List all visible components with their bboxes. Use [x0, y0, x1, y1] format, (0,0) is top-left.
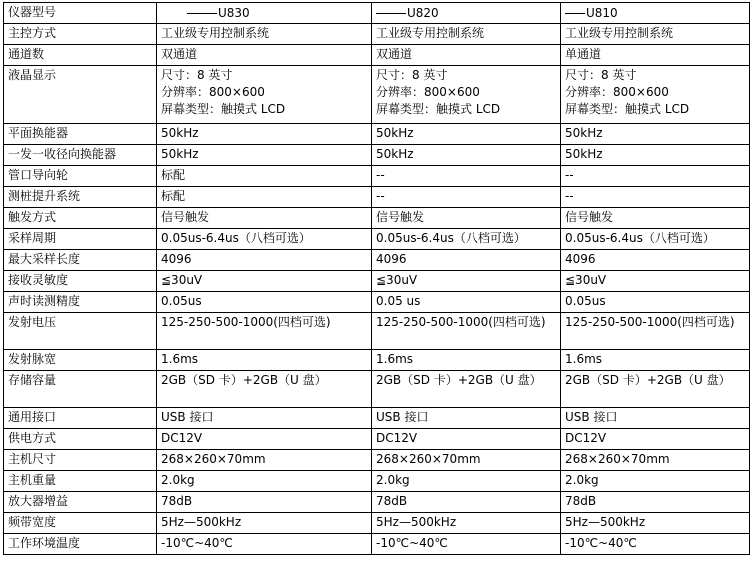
table-cell: 2GB（SD 卡）+2GB（U 盘）	[372, 371, 561, 408]
row-label: 存储容量	[4, 371, 157, 408]
spec-sheet	[3, 2, 750, 555]
model-prefix-line	[376, 4, 406, 14]
table-cell	[157, 66, 372, 124]
table-cell: 268×260×70mm	[561, 450, 750, 471]
table-header-row	[4, 3, 750, 24]
table-cell: 5Hz—500kHz	[372, 513, 561, 534]
table-cell: ≦30uV	[561, 271, 750, 292]
table-cell: 4096	[372, 250, 561, 271]
table-row	[4, 24, 750, 45]
table-cell: 50kHz	[561, 145, 750, 166]
header-model-cell	[157, 3, 372, 24]
table-cell: 双通道	[372, 45, 561, 66]
table-cell: -10℃~40℃	[157, 534, 372, 555]
table-cell: 50kHz	[372, 124, 561, 145]
table-cell: 标配	[157, 166, 372, 187]
table-row	[4, 250, 750, 271]
row-label: 主机尺寸	[4, 450, 157, 471]
table-row	[4, 371, 750, 408]
model-name: U810	[586, 6, 618, 20]
header-model-cell	[372, 3, 561, 24]
table-cell: 1.6ms	[372, 350, 561, 371]
table-cell: DC12V	[157, 429, 372, 450]
table-row	[4, 350, 750, 371]
table-cell: --	[561, 187, 750, 208]
table-cell: 268×260×70mm	[372, 450, 561, 471]
table-cell: 1.6ms	[561, 350, 750, 371]
table-cell: --	[561, 166, 750, 187]
row-label: 最大采样长度	[4, 250, 157, 271]
table-cell: 信号触发	[561, 208, 750, 229]
display-resolution: 分辨率：800×600	[565, 85, 669, 99]
row-label: 主控方式	[4, 24, 157, 45]
model-name: U830	[218, 6, 250, 20]
table-cell	[372, 66, 561, 124]
table-cell: ≦30uV	[372, 271, 561, 292]
table-row	[4, 229, 750, 250]
row-label: 管口导向轮	[4, 166, 157, 187]
table-row	[4, 408, 750, 429]
table-cell: 125-250-500-1000(四档可选)	[561, 313, 750, 350]
table-cell: 5Hz—500kHz	[561, 513, 750, 534]
table-cell: 268×260×70mm	[157, 450, 372, 471]
table-cell: 信号触发	[157, 208, 372, 229]
table-cell: 2GB（SD 卡）+2GB（U 盘）	[561, 371, 750, 408]
table-row	[4, 429, 750, 450]
row-label: 通道数	[4, 45, 157, 66]
model-name: U820	[407, 6, 439, 20]
table-cell: 4096	[157, 250, 372, 271]
row-label: 供电方式	[4, 429, 157, 450]
table-cell: 双通道	[157, 45, 372, 66]
table-cell: DC12V	[372, 429, 561, 450]
table-cell: ≦30uV	[157, 271, 372, 292]
table-cell: 78dB	[561, 492, 750, 513]
table-cell: 0.05us	[157, 292, 372, 313]
table-cell: 78dB	[157, 492, 372, 513]
table-row	[4, 513, 750, 534]
table-cell: USB 接口	[157, 408, 372, 429]
row-label: 声时读测精度	[4, 292, 157, 313]
table-row	[4, 471, 750, 492]
display-type: 屏幕类型：触摸式 LCD	[161, 102, 286, 116]
table-cell: 信号触发	[372, 208, 561, 229]
table-row	[4, 187, 750, 208]
header-model-cell	[561, 3, 750, 24]
display-resolution: 分辨率：800×600	[161, 85, 265, 99]
table-cell: 125-250-500-1000(四档可选)	[157, 313, 372, 350]
table-row	[4, 313, 750, 350]
table-cell: --	[372, 187, 561, 208]
table-cell: DC12V	[561, 429, 750, 450]
table-cell: 0.05us-6.4us（八档可选）	[561, 229, 750, 250]
table-cell: 125-250-500-1000(四档可选)	[372, 313, 561, 350]
table-cell: 标配	[157, 187, 372, 208]
table-cell: 2.0kg	[561, 471, 750, 492]
table-cell: 1.6ms	[157, 350, 372, 371]
row-label: 通用接口	[4, 408, 157, 429]
table-cell: 50kHz	[157, 145, 372, 166]
row-label: 发射电压	[4, 313, 157, 350]
row-label: 触发方式	[4, 208, 157, 229]
display-size: 尺寸：8 英寸	[565, 68, 637, 82]
table-cell: 2.0kg	[372, 471, 561, 492]
table-cell: --	[372, 166, 561, 187]
table-cell: 工业级专用控制系统	[561, 24, 750, 45]
table-row	[4, 45, 750, 66]
row-label: 平面换能器	[4, 124, 157, 145]
row-label: 放大器增益	[4, 492, 157, 513]
table-cell: 0.05us-6.4us（八档可选）	[372, 229, 561, 250]
table-cell: 50kHz	[157, 124, 372, 145]
display-size: 尺寸：8 英寸	[161, 68, 233, 82]
table-cell: 2.0kg	[157, 471, 372, 492]
table-cell: 50kHz	[372, 145, 561, 166]
display-size: 尺寸：8 英寸	[376, 68, 448, 82]
spec-table	[3, 2, 750, 555]
table-row	[4, 66, 750, 124]
header-label-cell	[4, 3, 157, 24]
table-cell: 0.05 us	[372, 292, 561, 313]
table-row	[4, 534, 750, 555]
table-cell: 78dB	[372, 492, 561, 513]
table-cell: USB 接口	[372, 408, 561, 429]
table-row	[4, 208, 750, 229]
row-label: 频带宽度	[4, 513, 157, 534]
row-label: 发射脉宽	[4, 350, 157, 371]
table-cell: 5Hz—500kHz	[157, 513, 372, 534]
header-label: 仪器型号	[8, 5, 57, 19]
table-cell: 0.05us	[561, 292, 750, 313]
row-label: 液晶显示	[4, 66, 157, 124]
table-cell: USB 接口	[561, 408, 750, 429]
table-cell: 50kHz	[561, 124, 750, 145]
row-label: 测桩提升系统	[4, 187, 157, 208]
table-cell: 0.05us-6.4us（八档可选）	[157, 229, 372, 250]
display-type: 屏幕类型：触摸式 LCD	[565, 102, 690, 116]
row-label: 一发一收径向换能器	[4, 145, 157, 166]
table-row	[4, 492, 750, 513]
row-label: 主机重量	[4, 471, 157, 492]
table-cell: 4096	[561, 250, 750, 271]
table-row	[4, 166, 750, 187]
table-cell	[561, 66, 750, 124]
display-resolution: 分辨率：800×600	[376, 85, 480, 99]
model-prefix-line	[565, 4, 585, 14]
table-row	[4, 145, 750, 166]
table-cell: 单通道	[561, 45, 750, 66]
display-type: 屏幕类型：触摸式 LCD	[376, 102, 501, 116]
table-cell: -10℃~40℃	[372, 534, 561, 555]
model-prefix-line	[187, 4, 217, 14]
table-row	[4, 292, 750, 313]
table-cell: 工业级专用控制系统	[372, 24, 561, 45]
table-cell: 2GB（SD 卡）+2GB（U 盘）	[157, 371, 372, 408]
table-row	[4, 124, 750, 145]
table-row	[4, 450, 750, 471]
row-label: 工作环境温度	[4, 534, 157, 555]
table-cell: -10℃~40℃	[561, 534, 750, 555]
table-cell: 工业级专用控制系统	[157, 24, 372, 45]
row-label: 采样周期	[4, 229, 157, 250]
row-label: 接收灵敏度	[4, 271, 157, 292]
table-row	[4, 271, 750, 292]
